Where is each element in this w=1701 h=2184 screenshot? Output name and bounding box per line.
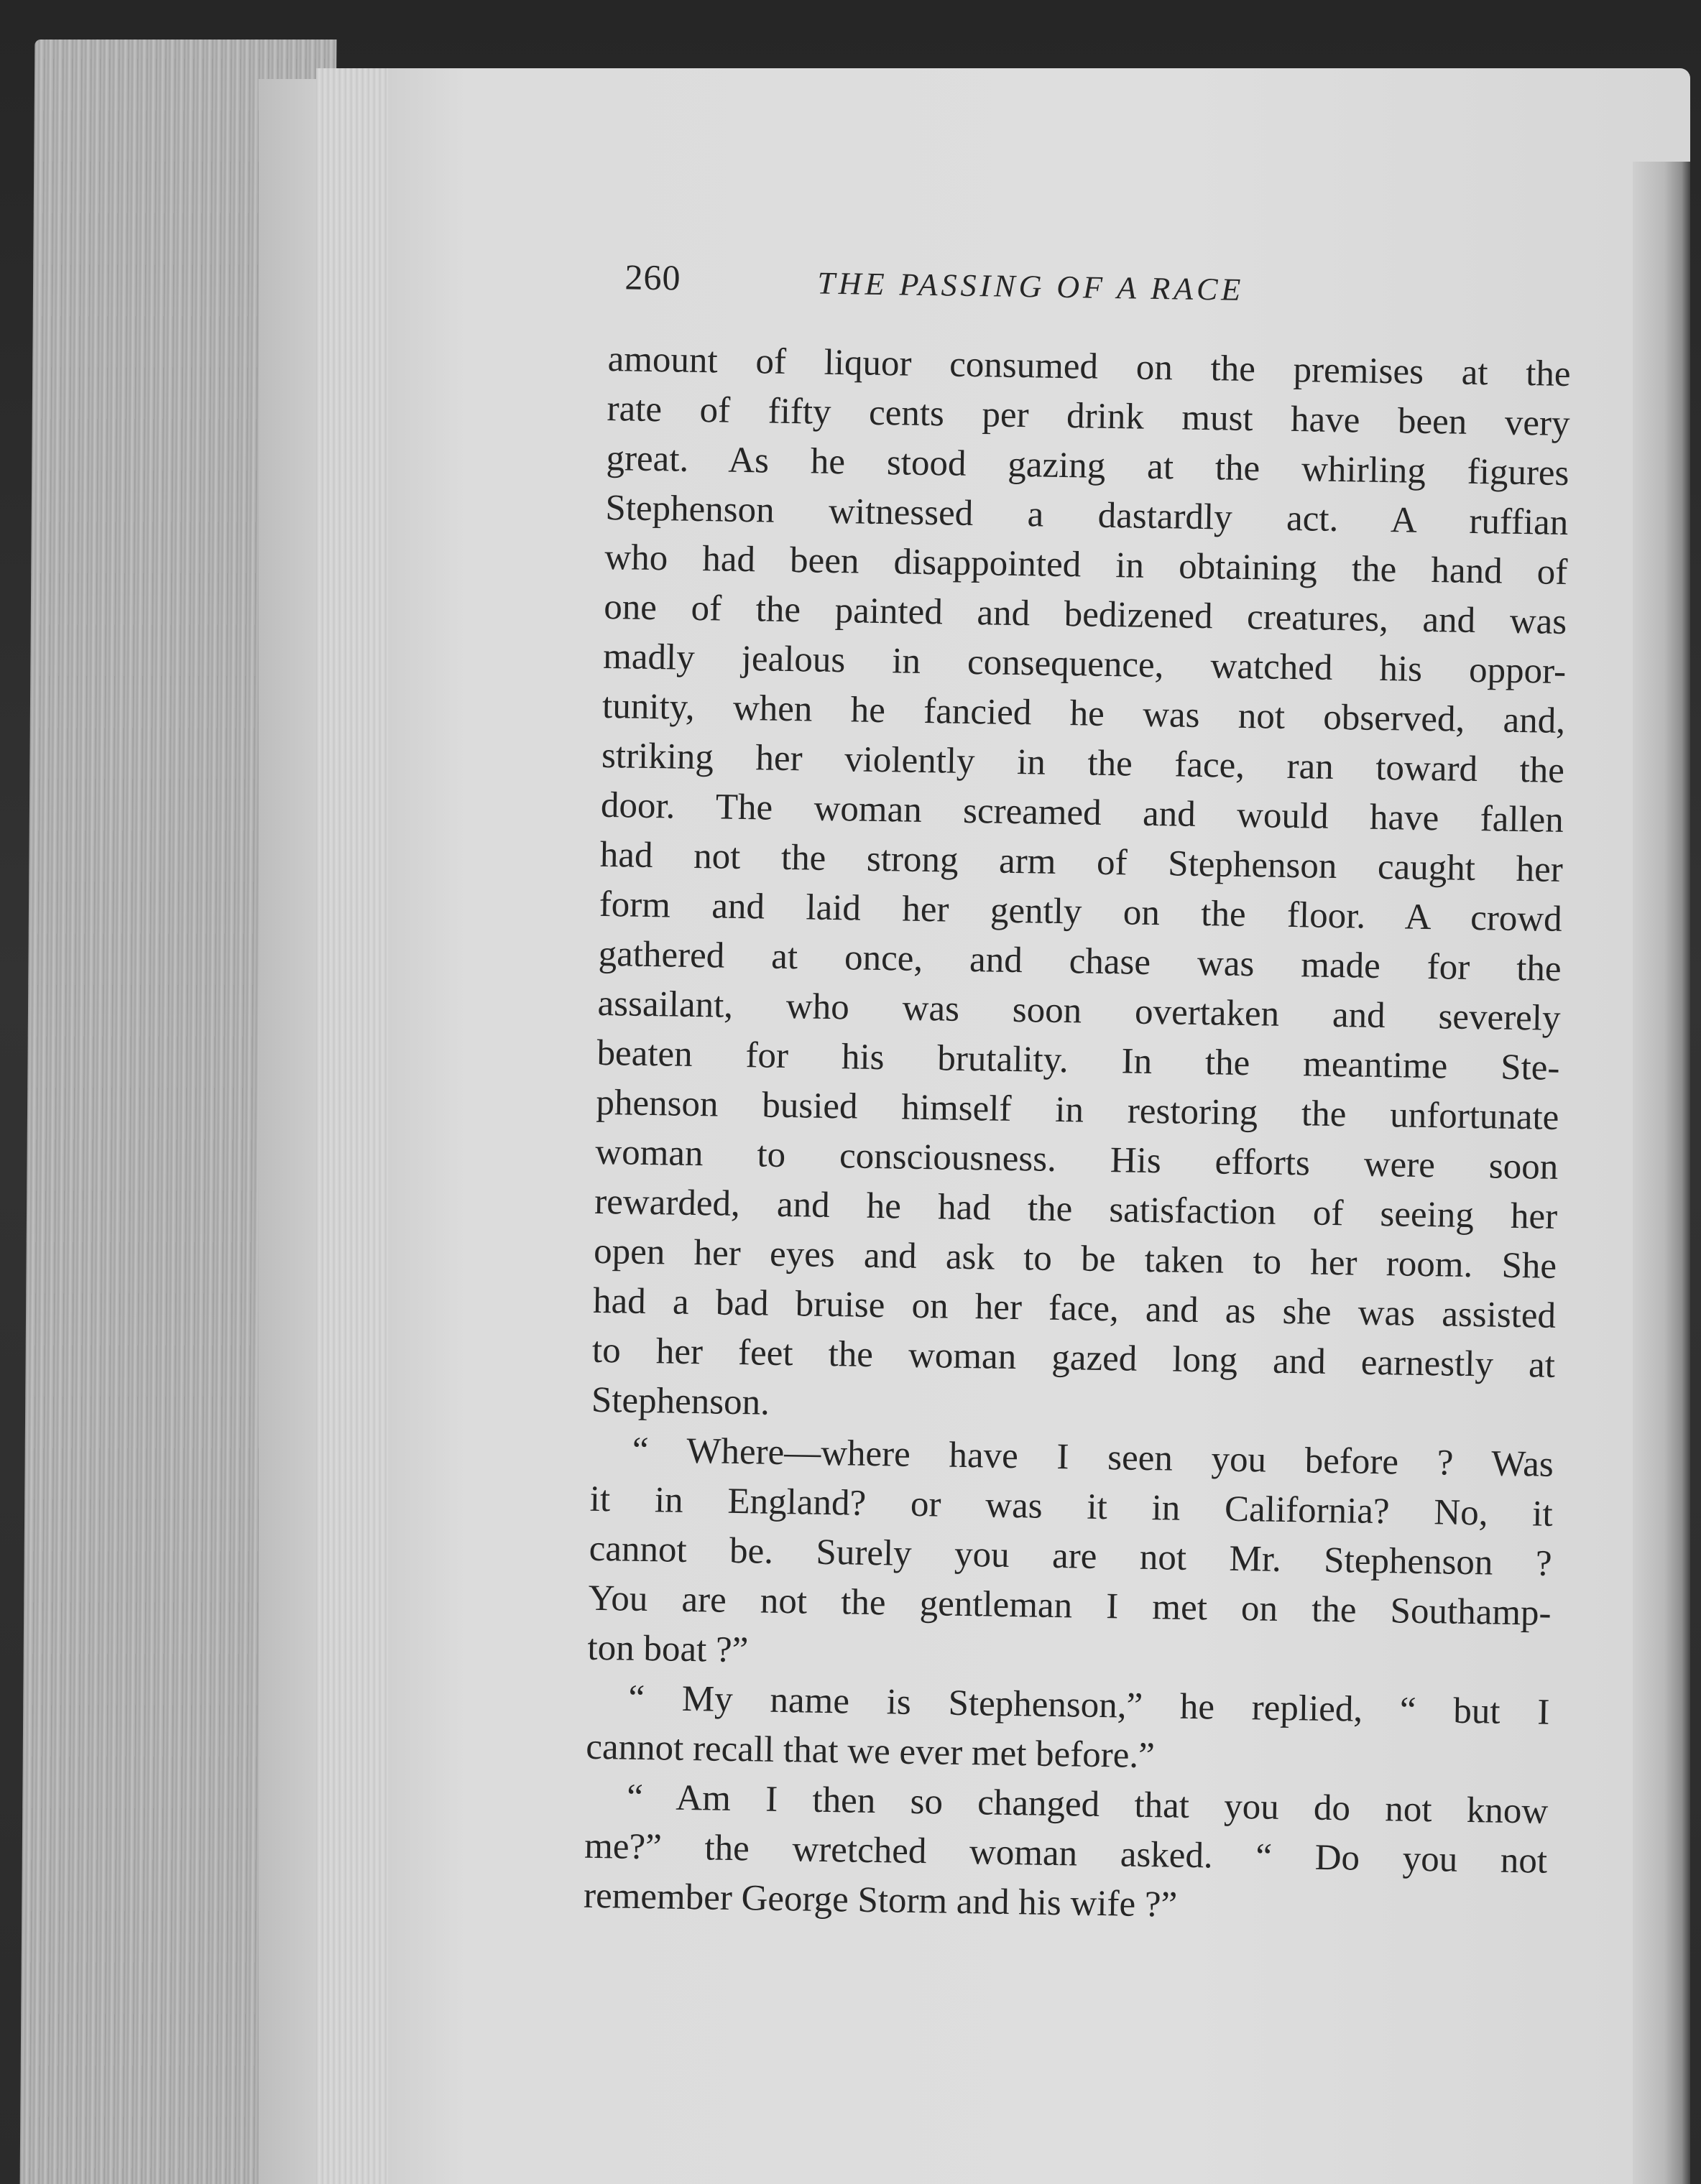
text-line: woman to consciousness. His efforts were soon: [594, 1132, 1559, 1188]
text-line: had a bad bruise on her face, and as she was assisted: [592, 1280, 1557, 1336]
text-line: beaten for his brutality. In the meantime Ste-: [596, 1032, 1560, 1088]
text-line: “ Am I then so changed that you do not know: [626, 1777, 1549, 1832]
text-line: rate of fifty cents per drink must have been very: [607, 388, 1570, 445]
page-text-block: [584, 256, 1572, 1936]
text-line: Stephenson.: [591, 1379, 770, 1423]
text-line: “ Where—where have I seen you before ? Was: [632, 1430, 1554, 1485]
text-line: open her eyes and ask to be taken to her room. She: [593, 1231, 1557, 1287]
text-line: great. As he stood gazing at the whirling figures: [606, 438, 1569, 494]
text-line: You are not the gentleman I met on the Southamp-: [588, 1578, 1552, 1634]
text-line: form and laid her gently on the floor. A crowd: [599, 884, 1563, 940]
text-line: ton boat ?”: [587, 1627, 749, 1671]
text-line: assailant, who was soon overtaken and severely: [597, 983, 1561, 1039]
page-right-edge: [1633, 162, 1690, 2184]
text-line: me?” the wretched woman asked. “ Do you not: [584, 1826, 1548, 1882]
text-line: amount of liquor consumed on the premises at the: [607, 338, 1572, 395]
text-line: cannot recall that we ever met before.”: [585, 1726, 1156, 1777]
text-line: to her feet the woman gazed long and earnestly at: [591, 1330, 1556, 1386]
text-line: cannot be. Surely you are not Mr. Stephenson ?: [589, 1528, 1553, 1584]
running-head: [608, 256, 1572, 350]
text-line: it in England? or was it in California? No, it: [589, 1479, 1554, 1535]
text-line: “ My name is Stephenson,” he replied, “ but I: [628, 1678, 1550, 1733]
text-line: remember George Storm and his wife ?”: [583, 1875, 1178, 1925]
text-line: tunity, when he fancied he was not observed, and,: [601, 685, 1566, 741]
text-line: Stephenson witnessed a dastardly act. A ruffian: [605, 487, 1569, 544]
text-line: rewarded, and he had the satisfaction of seeing her: [594, 1181, 1558, 1237]
text-line: striking her violently in the face, ran toward the: [601, 735, 1565, 791]
page-number: 260: [624, 256, 681, 298]
text-line: who had been disappointed in obtaining the hand of: [604, 537, 1568, 593]
text-line: phenson busied himself in restoring the unfortunate: [596, 1082, 1559, 1138]
text-line: door. The woman screamed and would have fallen: [600, 785, 1564, 841]
running-title: THE PASSING OF A RACE: [817, 265, 1245, 307]
text-line: one of the painted and bedizened creatures, and was: [603, 586, 1567, 642]
text-line: madly jealous in consequence, watched his oppor-: [602, 636, 1567, 692]
text-line: had not the strong arm of Stephenson caught her: [599, 834, 1564, 890]
text-line: gathered at once, and chase was made for the: [598, 933, 1562, 989]
